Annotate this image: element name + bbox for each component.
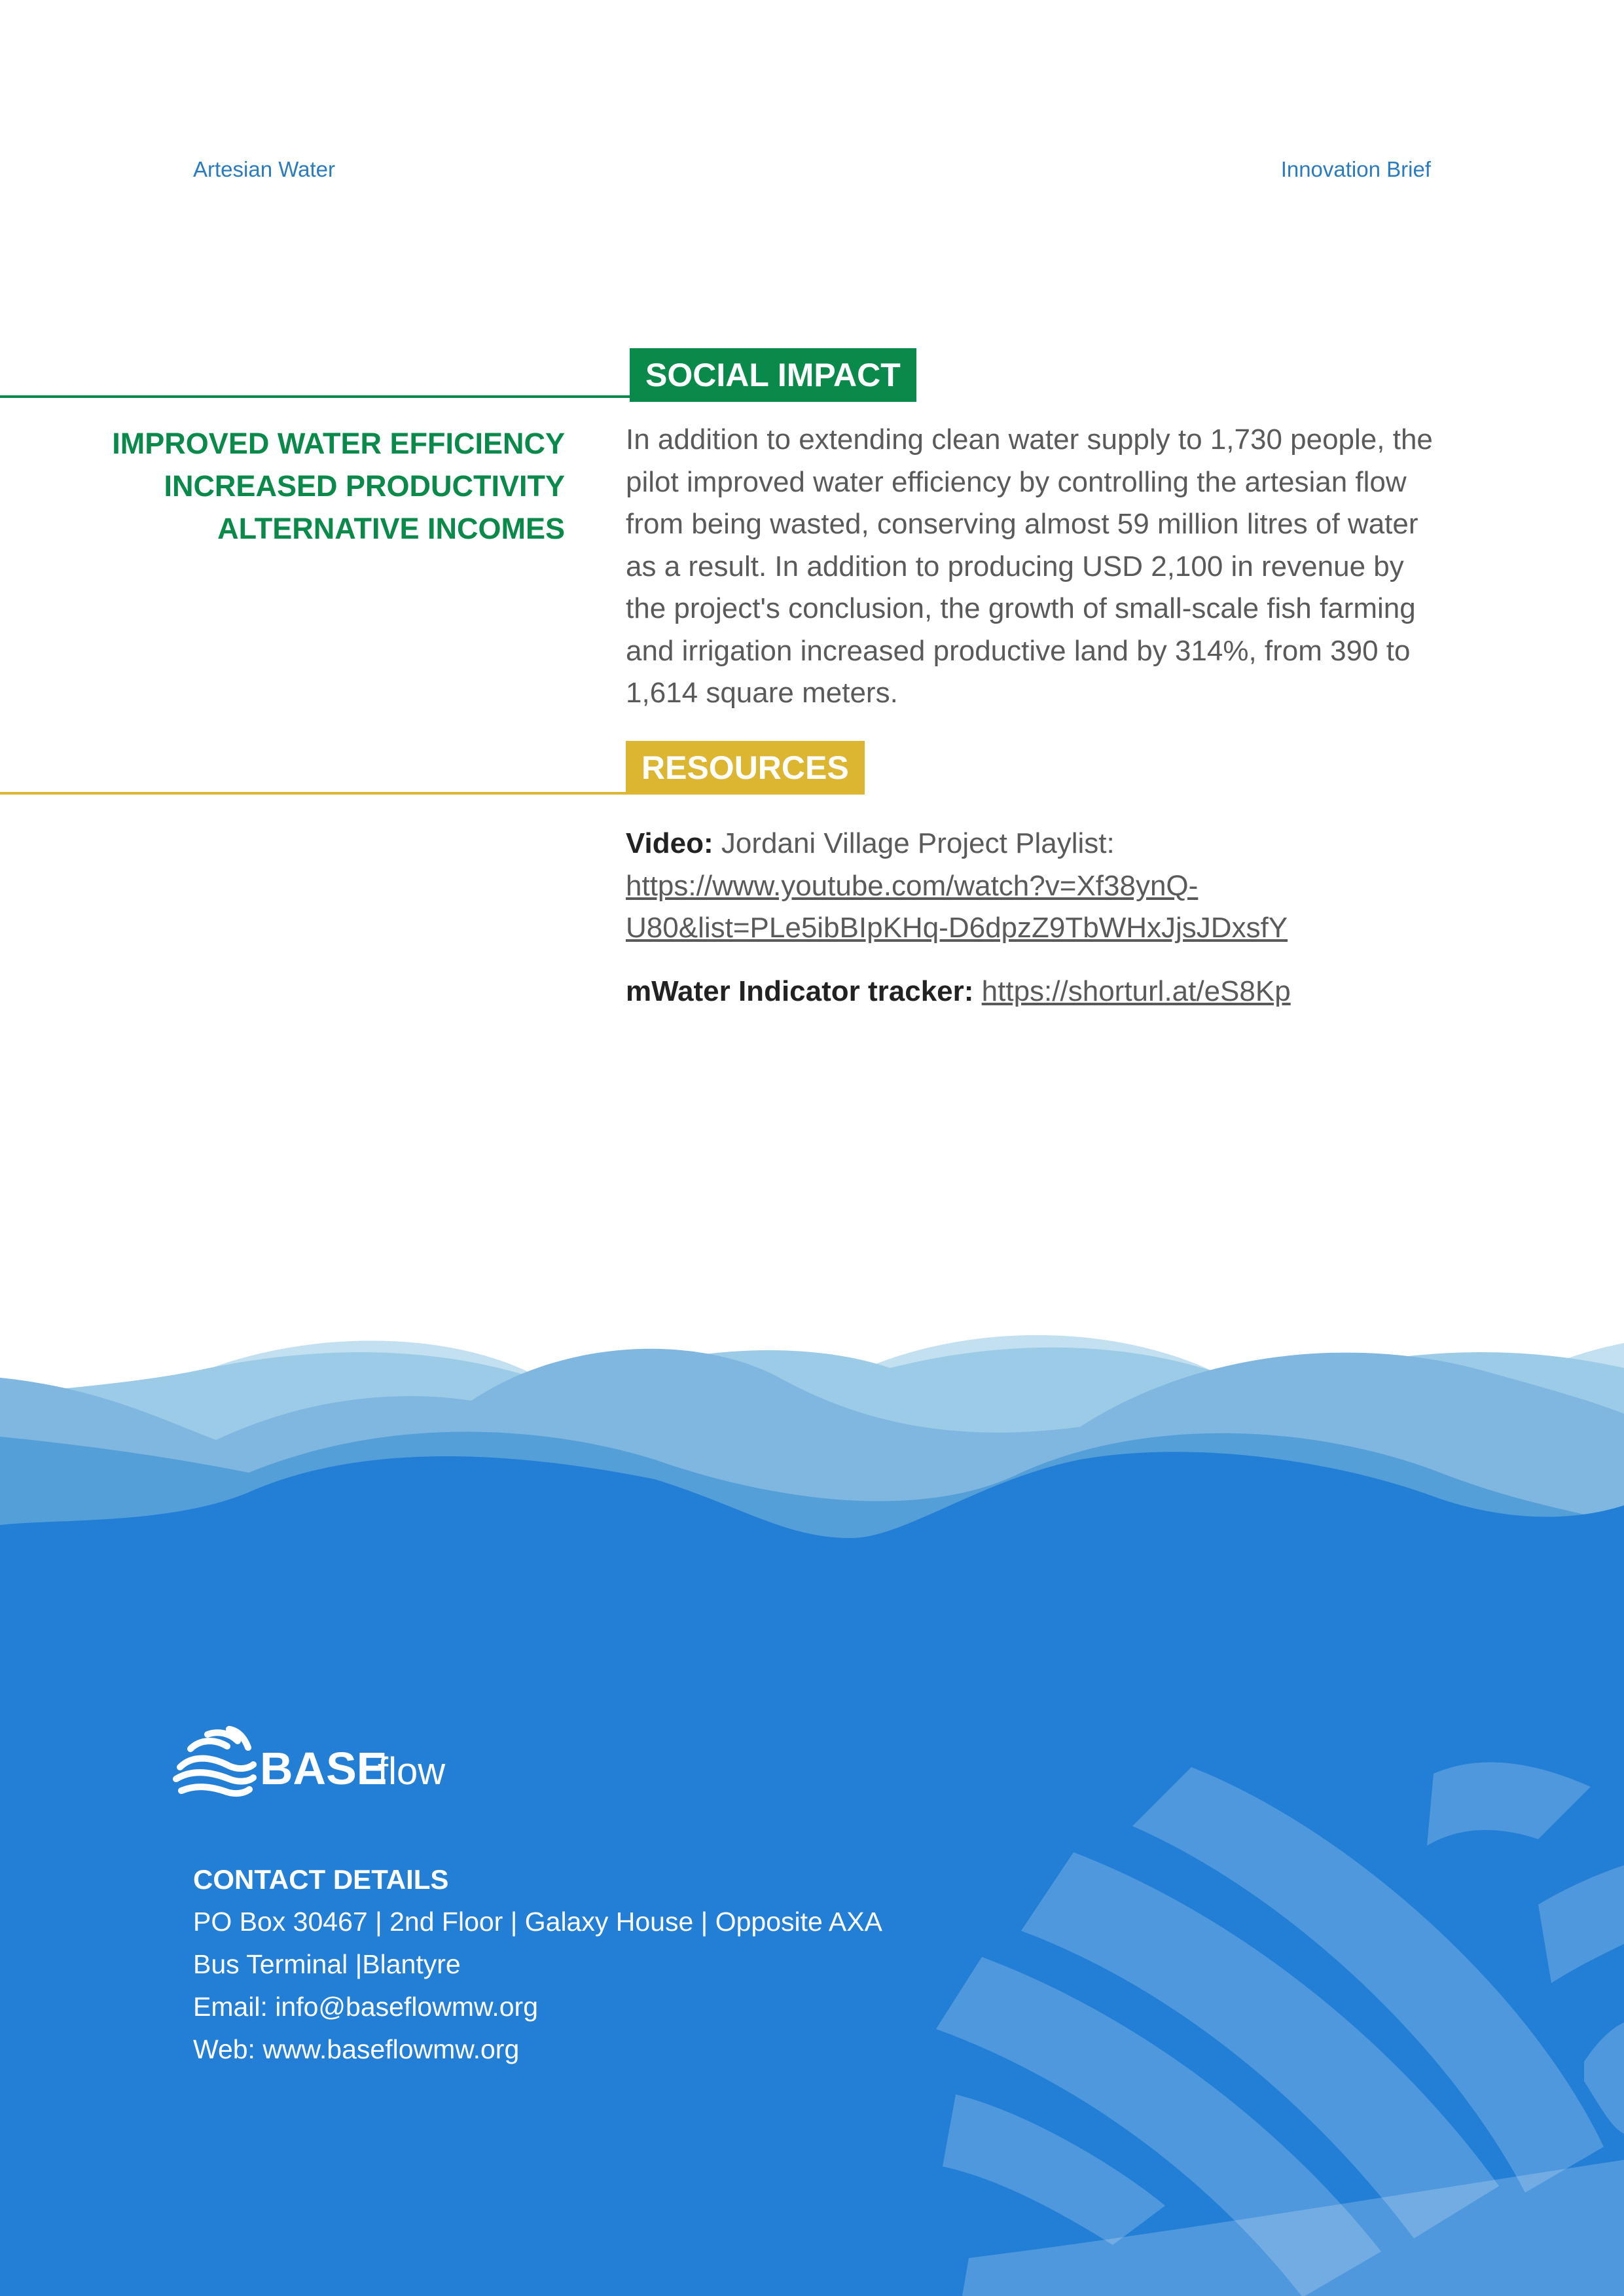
social-impact-body: In addition to extending clean water supply to 1,730 people, the pilot improved water efficiency by controlling the artesian flow from being wasted, conserving almost 59 million litres of water as a result. In addition to producing USD 2,100 in revenue by the project's conclusion, the growth of small-scale fish farming and irrigation increased productive land by 314%, from 390 to 1,614 square meters. xyxy=(626,423,1433,709)
section-rule-green xyxy=(0,395,630,398)
header-left-title: Artesian Water xyxy=(193,157,336,181)
wave-footer-background xyxy=(0,1329,1624,2296)
highlight-item: INCREASED PRODUCTIVITY xyxy=(164,469,565,503)
section-rule-yellow xyxy=(0,792,627,795)
contact-title: CONTACT DETAILS xyxy=(193,1864,449,1895)
video-label: Video: xyxy=(626,827,713,859)
video-link-line-2[interactable]: U80&list=PLe5ibBIpKHq-D6dpzZ9TbWHxJjsJDxsfY xyxy=(626,912,1288,944)
contact-address-line-2: Bus Terminal |Blantyre xyxy=(193,1949,461,1979)
contact-web[interactable]: Web: www.baseflowmw.org xyxy=(193,2034,520,2064)
tracker-link[interactable]: https://shorturl.at/eS8Kp xyxy=(981,975,1291,1007)
social-impact-tag: SOCIAL IMPACT xyxy=(630,348,916,402)
resources-tag: RESOURCES xyxy=(626,741,865,795)
highlight-item: IMPROVED WATER EFFICIENCY xyxy=(112,427,565,460)
logo-text-light: flow xyxy=(378,1750,446,1793)
video-link-line-1[interactable]: https://www.youtube.com/watch?v=Xf38ynQ- xyxy=(626,869,1199,902)
video-resource xyxy=(626,823,1437,950)
baseflow-logo xyxy=(167,1721,468,1806)
tracker-resource xyxy=(626,971,1437,1013)
highlight-item: ALTERNATIVE INCOMES xyxy=(217,512,565,545)
video-description: Jordani Village Project Playlist: xyxy=(713,827,1115,859)
contact-details xyxy=(193,1859,882,2071)
header-right-title: Innovation Brief xyxy=(1280,157,1431,181)
contact-address-line-1: PO Box 30467 | 2nd Floor | Galaxy House | Opposite AXA xyxy=(193,1907,882,1937)
logo-wave-icon xyxy=(176,1729,253,1793)
tracker-label: mWater Indicator tracker: xyxy=(626,975,974,1007)
video-link[interactable] xyxy=(626,870,1288,944)
logo-text-bold: BASE xyxy=(260,1743,388,1794)
contact-email[interactable]: Email: info@baseflowmw.org xyxy=(193,1992,538,2022)
impact-highlights xyxy=(112,422,565,550)
